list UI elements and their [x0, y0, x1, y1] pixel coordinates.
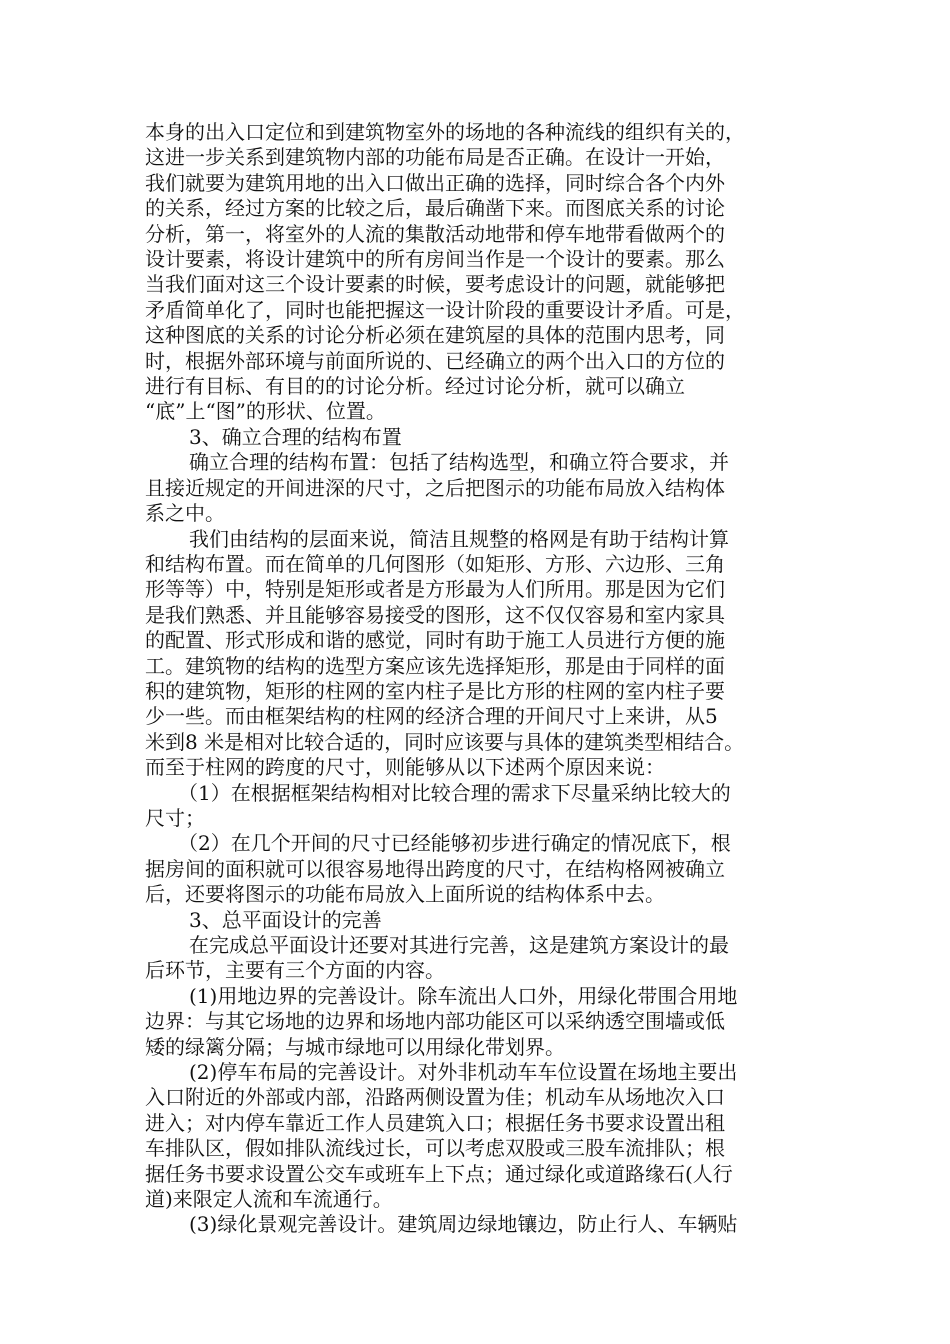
text-line: 当我们面对这三个设计要素的时候，要考虑设计的问题，就能够把 — [145, 272, 725, 297]
text-line: 设计要素，将设计建筑中的所有房间当作是一个设计的要素。那么 — [145, 247, 725, 272]
section-heading: 3、确立合理的结构布置 — [189, 424, 402, 449]
text-line: 后环节，主要有三个方面的内容。 — [145, 958, 445, 983]
text-line: 车排队区，假如排队流线过长，可以考虑双股或三股车流排队；根 — [145, 1136, 725, 1161]
list-item: (3)绿化景观完善设计。建筑周边绿地镶边，防止行人、车辆贴 — [189, 1212, 738, 1237]
text-line: 工。建筑物的结构的选型方案应该先选择矩形，那是由于同样的面 — [145, 653, 725, 678]
text-line: “底”上“图”的形状、位置。 — [145, 399, 386, 424]
text-line: 少一些。而由框架结构的柱网的经济合理的开间尺寸上来讲，从5 — [145, 704, 718, 729]
text-line: 矮的绿篱分隔；与城市绿地可以用绿化带划界。 — [145, 1034, 565, 1059]
text-line: 形等等）中，特别是矩形或者是方形最为人们所用。那是因为它们 — [145, 577, 725, 602]
text-line: 进行有目标、有目的的讨论分析。经过讨论分析，就可以确立 — [145, 374, 685, 399]
list-item: （2）在几个开间的尺寸已经能够初步进行确定的情况底下，根 — [178, 831, 731, 856]
text-line: 的关系，经过方案的比较之后，最后确凿下来。而图底关系的讨论 — [145, 196, 725, 221]
text-line: 我们由结构的层面来说，简洁且规整的格网是有助于结构计算 — [189, 526, 729, 551]
body-text — [145, 120, 815, 1238]
text-line: 矛盾简单化了，同时也能把握这一设计阶段的重要设计矛盾。可是， — [145, 297, 745, 322]
text-line: 我们就要为建筑用地的出入口做出正确的选择，同时综合各个内外 — [145, 170, 725, 195]
text-line: 据任务书要求设置公交车或班车上下点；通过绿化或道路缘石(人行 — [145, 1161, 733, 1186]
text-line: 据房间的面积就可以很容易地得出跨度的尺寸，在结构格网被确立 — [145, 856, 725, 881]
text-line: 积的建筑物，矩形的柱网的室内柱子是比方形的柱网的室内柱子要 — [145, 678, 725, 703]
list-item: (2)停车布局的完善设计。对外非机动车车位设置在场地主要出 — [189, 1060, 738, 1085]
text-line: 这进一步关系到建筑物内部的功能布局是否正确。在设计一开始， — [145, 145, 725, 170]
text-line: 这种图底的关系的讨论分析必须在建筑屋的具体的范围内思考，同 — [145, 323, 725, 348]
text-line: 系之中。 — [145, 501, 225, 526]
text-line: 和结构布置。而在简单的几何图形（如矩形、方形、六边形、三角 — [145, 551, 725, 576]
text-line: 确立合理的结构布置：包括了结构选型，和确立符合要求，并 — [189, 450, 729, 475]
text-line: 是我们熟悉、并且能够容易接受的图形，这不仅仅容易和室内家具 — [145, 602, 725, 627]
section-heading: 3、总平面设计的完善 — [189, 907, 382, 932]
text-line: 时，根据外部环境与前面所说的、已经确立的两个出入口的方位的 — [145, 348, 725, 373]
list-item: （1）在根据框架结构相对比较合理的需求下尽量采纳比较大的 — [178, 780, 731, 805]
text-line: 后，还要将图示的功能布局放入上面所说的结构体系中去。 — [145, 882, 665, 907]
text-line: 入口附近的外部或内部，沿路两侧设置为佳；机动车从场地次入口 — [145, 1085, 725, 1110]
text-line: 分析，第一，将室外的人流的集散活动地带和停车地带看做两个的 — [145, 221, 725, 246]
text-line: 本身的出入口定位和到建筑物室外的场地的各种流线的组织有关的， — [145, 120, 745, 144]
text-line: 且接近规定的开间进深的尺寸，之后把图示的功能布局放入结构体 — [145, 475, 725, 500]
text-line: 的配置、形式形成和谐的感觉，同时有助于施工人员进行方便的施 — [145, 628, 725, 653]
text-line: 米到8 米是相对比较合适的，同时应该要与具体的建筑类型相结合。 — [145, 729, 745, 754]
text-line: 而至于柱网的跨度的尺寸，则能够从以下述两个原因来说： — [145, 755, 665, 780]
list-item: (1)用地边界的完善设计。除车流出人口外，用绿化带围合用地 — [189, 983, 738, 1008]
text-line: 在完成总平面设计还要对其进行完善，这是建筑方案设计的最 — [189, 933, 729, 957]
text-line: 边界：与其它场地的边界和场地内部功能区可以采纳透空围墙或低 — [145, 1009, 725, 1034]
text-line: 道)来限定人流和车流通行。 — [145, 1187, 393, 1212]
text-line: 进入；对内停车靠近工作人员建筑入口；根据任务书要求设置出租 — [145, 1110, 725, 1135]
text-line: 尺寸； — [145, 805, 205, 830]
